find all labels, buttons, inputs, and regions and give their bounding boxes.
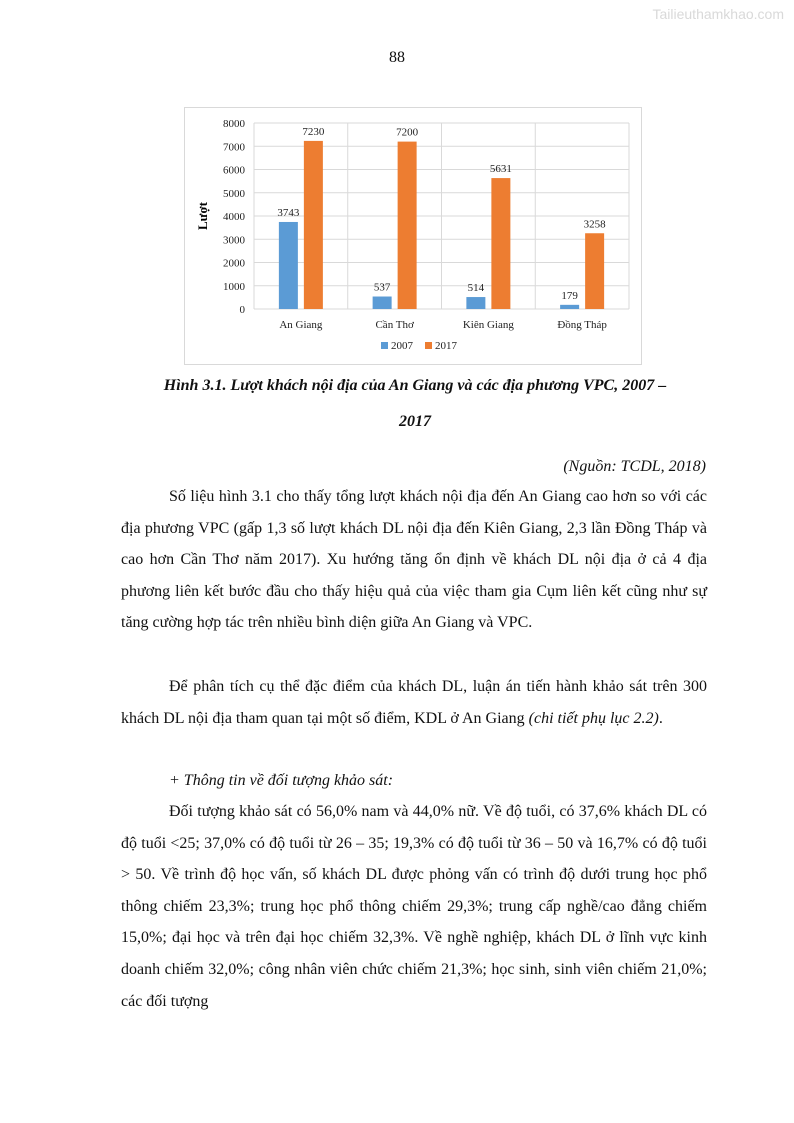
page-number: 88 [389,49,405,66]
bar-chart [184,107,642,365]
figure-caption-line-1: Hình 3.1. Lượt khách nội địa của An Giang và các địa phương VPC, 2007 – [163,377,667,394]
x-tick-label: Cần Thơ [375,319,414,331]
legend-label: 2017 [435,340,457,352]
data-label: 5631 [489,163,512,176]
legend-label: 2007 [391,340,413,352]
watermark: Tailieuthamkhao.com [652,6,784,22]
paragraph-2 [121,671,707,734]
y-tick-label: 1000 [223,280,245,293]
y-tick-label: 0 [239,304,245,316]
figure-caption-line-2: 2017 [399,413,431,430]
paragraph-3: Đối tượng khảo sát có 56,0% nam và 44,0% nữ. Về độ tuổi, có 37,6% khách DL có độ tuổi <25; 37,0% có độ tuổi từ 26 – 35; 19,3% có độ tuổi từ 36 – 50 và 16,7% có độ tuổi > 50. Về trình độ học vấn, số khách DL được phỏng vấn có trình độ dưới trung học phổ thông chiếm 23,3%; trung học phổ thông chiếm 29,3%; trung cấp nghề/cao đẳng chiếm 15,0%; đại học và trên đại học chiếm 32,3%. Về nghề nghiệp, khách DL ở lĩnh vực kinh doanh chiếm 32,0%; công nhân viên chức chiếm 21,3%; học sinh, sinh viên chiếm 21,0%; các đối tượng [121,803,707,1010]
data-label: 7200 [396,126,419,139]
y-axis-label: Lượt [195,202,210,230]
y-tick-label: 3000 [223,234,245,247]
paragraph-2-end: . [658,709,663,727]
y-tick-label: 6000 [223,164,245,177]
data-label: 3743 [277,206,300,219]
paragraph-2-text: Để phân tích cụ thể đặc điểm của khách DL, luận án tiến hành khảo sát trên 300 khách DL nội địa tham quan tại một số điểm, KDL ở An Giang [121,678,707,727]
data-label: 179 [561,289,578,302]
bar-2007 [373,297,392,309]
bar-2017 [398,142,417,309]
y-tick-label: 4000 [223,211,245,223]
bar-2007 [279,222,298,309]
data-label: 7230 [302,125,325,138]
y-tick-label: 8000 [223,118,245,130]
y-tick-label: 5000 [223,187,245,200]
paragraph-1: Số liệu hình 3.1 cho thấy tổng lượt khách nội địa đến An Giang cao hơn so với các địa phương VPC (gấp 1,3 số lượt khách DL nội địa đến Kiên Giang, 2,3 lần Đồng Tháp và cao hơn Cần Thơ năm 2017). Xu hướng tăng ổn định về khách DL nội địa ở cả 4 địa phương liên kết bước đầu cho thấy hiệu quả của việc tham gia Cụm liên kết cũng như sự tăng cường hợp tác trên nhiều bình diện giữa An Giang và VPC. [121,488,707,632]
bar-2017 [585,233,604,309]
y-tick-label: 7000 [223,141,245,154]
legend-swatch-2017 [425,342,432,349]
data-label: 3258 [583,218,606,231]
y-tick-label: 2000 [223,257,245,270]
section-heading [121,765,707,797]
bar-2007 [560,305,579,309]
x-tick-label: An Giang [279,319,323,331]
x-tick-label: Kiên Giang [462,319,514,331]
section-heading-text: + Thông tin về đối tượng khảo sát: [169,772,394,789]
data-label: 537 [373,281,391,294]
data-label: 514 [467,282,485,295]
bar-2017 [304,141,323,309]
paragraph-2-reference: (chi tiết phụ lục 2.2) [528,709,659,727]
bar-2017 [491,178,510,309]
chart-svg [185,108,641,364]
bar-2007 [466,297,485,309]
x-tick-label: Đồng Tháp [557,319,607,331]
figure-source: (Nguồn: TCDL, 2018) [563,458,706,475]
legend-swatch-2007 [381,342,388,349]
